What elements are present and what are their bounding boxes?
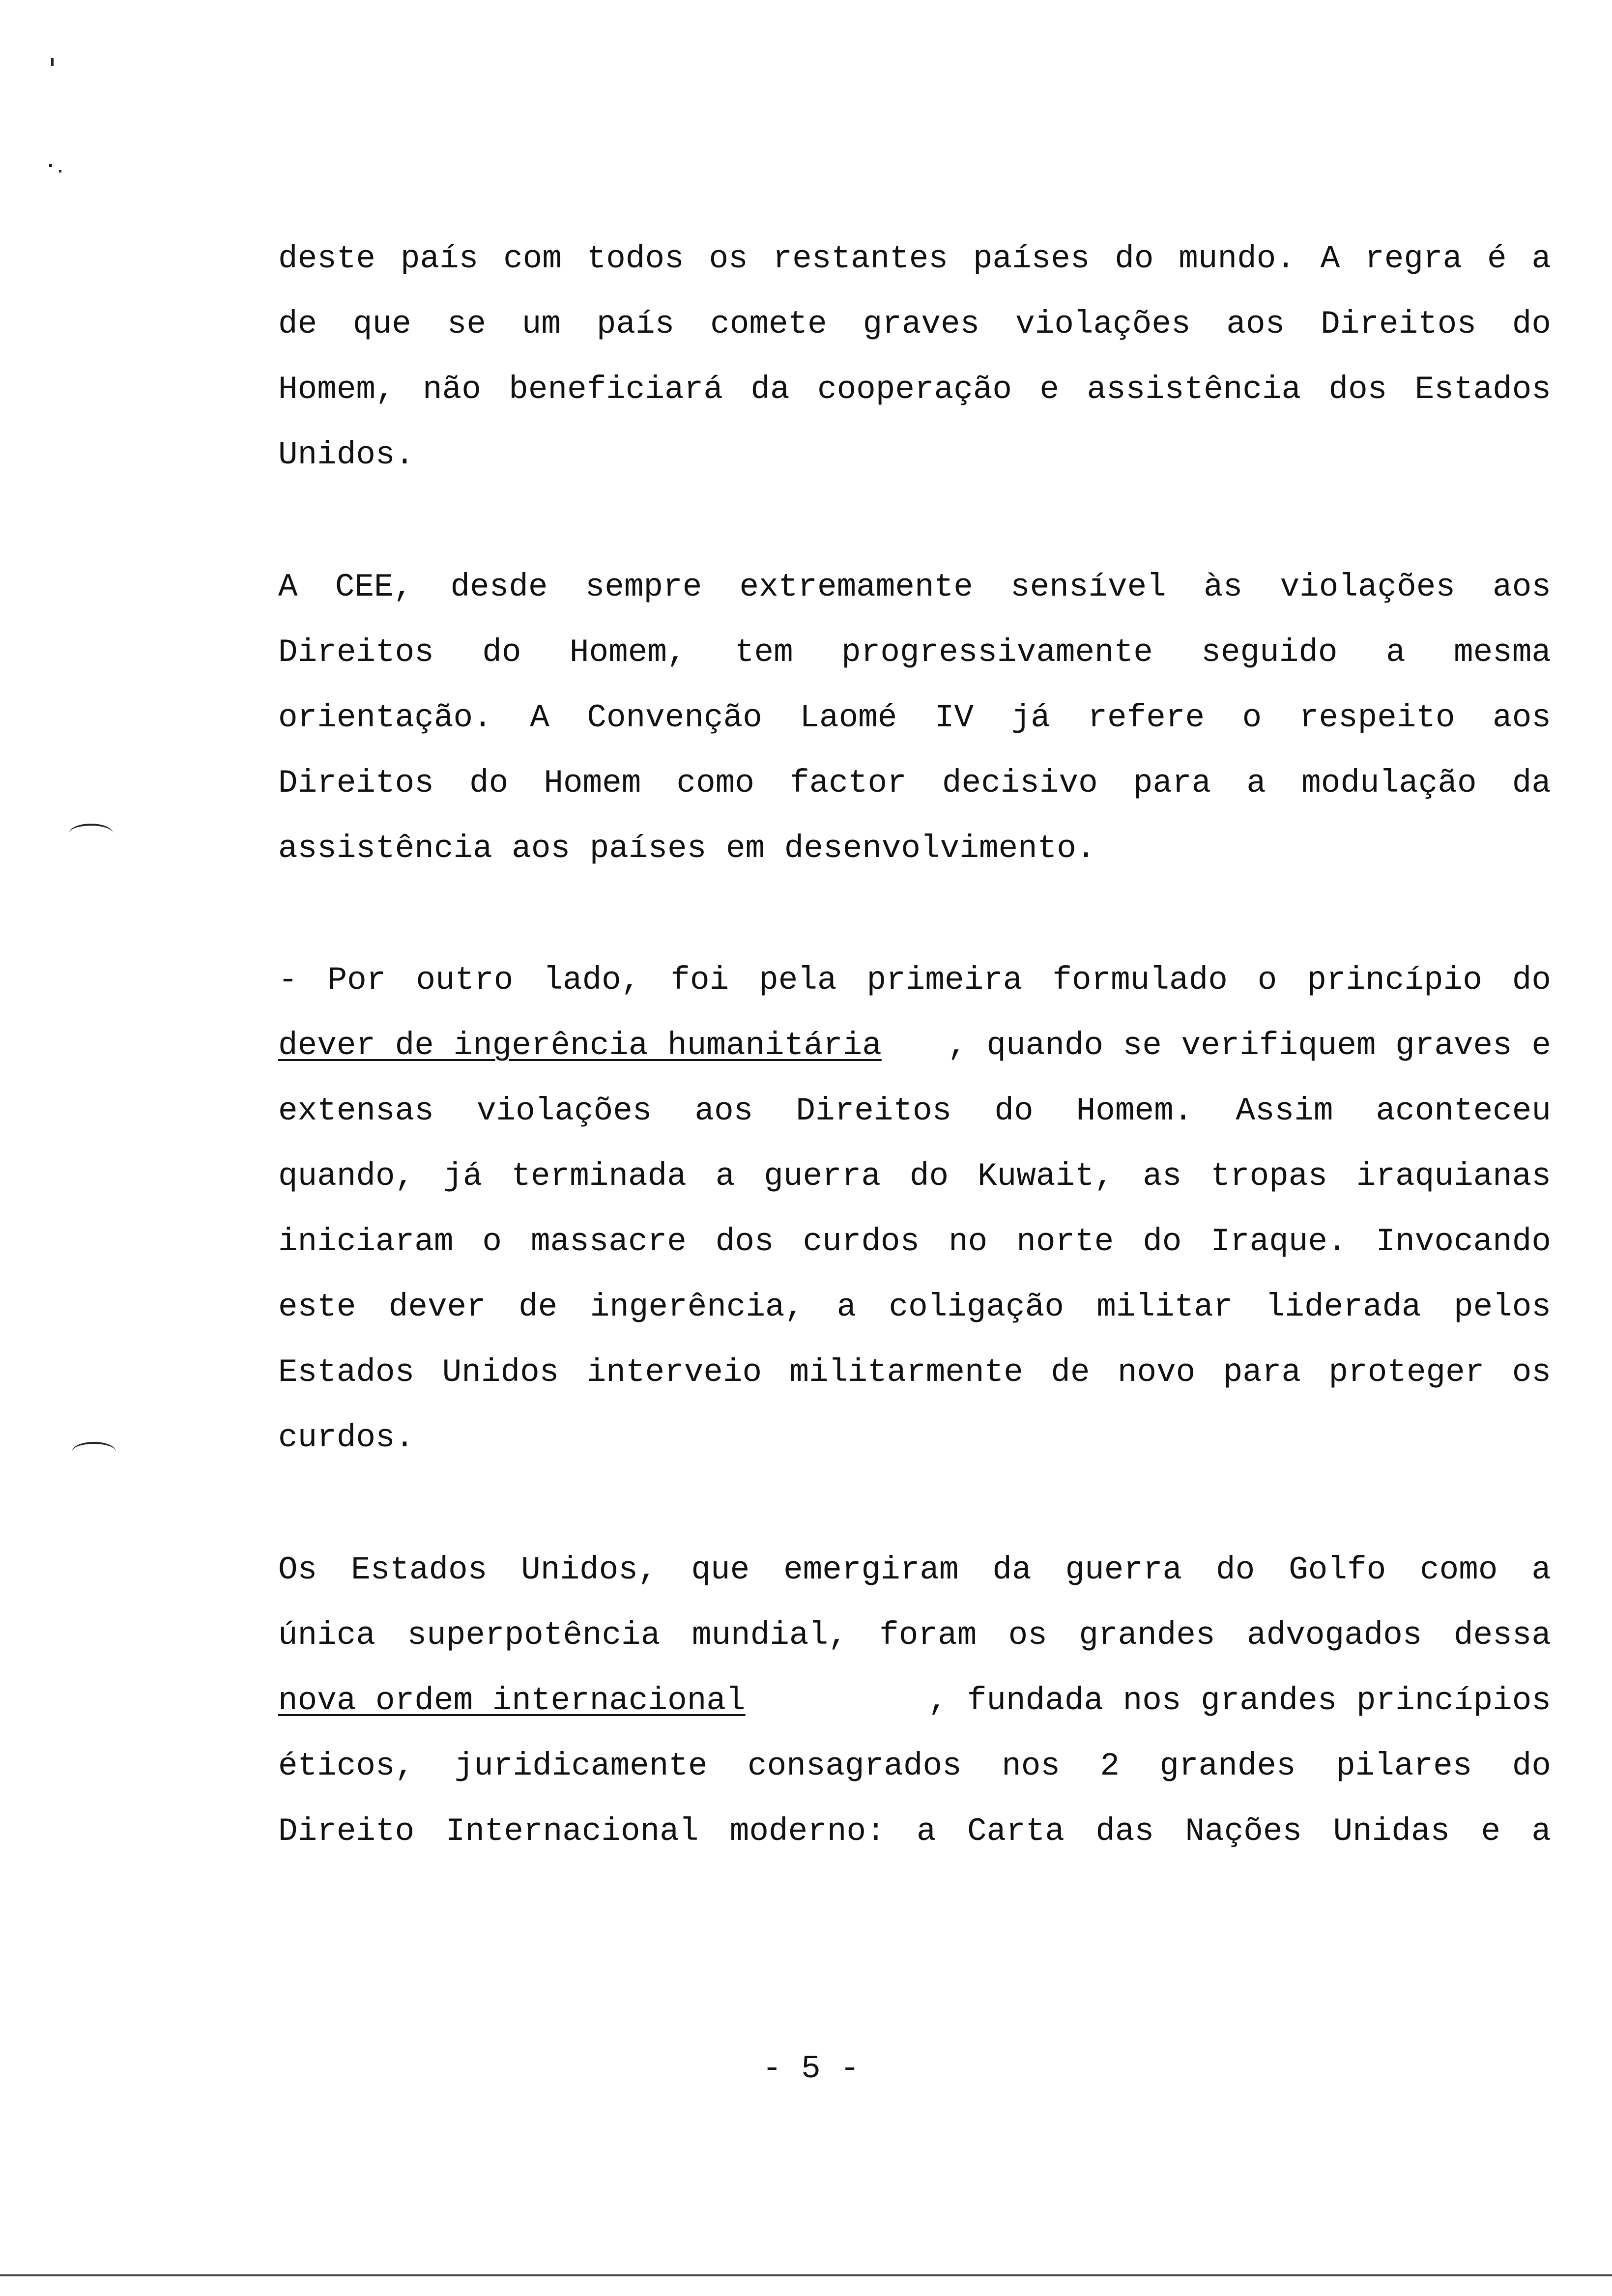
- text-line-mixed: [278, 1013, 1551, 1078]
- text-line: este dever de ingerência, a coligação militar liderada pelos: [278, 1289, 1551, 1325]
- scan-border-line: [0, 2274, 1612, 2276]
- text-line: - Por outro lado, foi pela primeira formulado o princípio do: [278, 962, 1551, 999]
- paragraph-1: [278, 226, 1551, 488]
- text-line: Unidos.: [278, 436, 415, 473]
- text-line: Homem, não beneficiará da cooperação e assistência dos Estados: [278, 371, 1551, 408]
- scan-mark: [51, 58, 54, 66]
- scan-arc-mark: [72, 1442, 116, 1462]
- text-line: Direitos do Homem, tem progressivamente seguido a mesma: [278, 634, 1551, 671]
- text-line: éticos, juridicamente consagrados nos 2 grandes pilares do: [278, 1748, 1551, 1784]
- text-line: deste país com todos os restantes países do mundo. A regra é a: [278, 240, 1551, 277]
- scan-mark: [49, 164, 52, 167]
- underlined-phrase: dever de ingerência humanitária: [278, 1027, 882, 1064]
- text-line: orientação. A Convenção Laomé IV já refere o respeito aos: [278, 699, 1551, 736]
- paragraph-3: [278, 947, 1551, 1470]
- underlined-phrase: nova ordem internacional: [278, 1682, 746, 1719]
- text-line: iniciaram o massacre dos curdos no norte do Iraque. Invocando: [278, 1223, 1551, 1260]
- text-line-mixed: [278, 1668, 1551, 1733]
- text-fragment: , quando se verifiquem graves e: [948, 1027, 1551, 1064]
- text-line: Direito Internacional moderno: a Carta das Nações Unidas e a: [278, 1813, 1551, 1850]
- text-line: A CEE, desde sempre extremamente sensível às violações aos: [278, 569, 1551, 605]
- text-line: Estados Unidos interveio militarmente de novo para proteger os: [278, 1354, 1551, 1391]
- text-line: Direitos do Homem como factor decisivo para a modulação da: [278, 765, 1551, 802]
- page-number: - 5 -: [762, 2050, 860, 2087]
- text-line: Os Estados Unidos, que emergiram da guerra do Golfo como a: [278, 1551, 1551, 1588]
- scan-arc-mark: [69, 824, 113, 843]
- text-line: extensas violações aos Direitos do Homem. Assim aconteceu: [278, 1092, 1551, 1129]
- text-line: única superpotência mundial, foram os grandes advogados dessa: [278, 1617, 1551, 1654]
- paragraph-4: [278, 1537, 1551, 1864]
- scan-mark: [59, 170, 61, 172]
- text-line: de que se um país comete graves violações aos Direitos do: [278, 306, 1551, 343]
- text-line: quando, já terminada a guerra do Kuwait, as tropas iraquianas: [278, 1158, 1551, 1195]
- text-line: assistência aos países em desenvolvimento.: [278, 830, 1096, 867]
- text-line: curdos.: [278, 1419, 415, 1456]
- paragraph-2: [278, 554, 1551, 881]
- text-fragment: , fundada nos grandes princípios: [928, 1682, 1551, 1719]
